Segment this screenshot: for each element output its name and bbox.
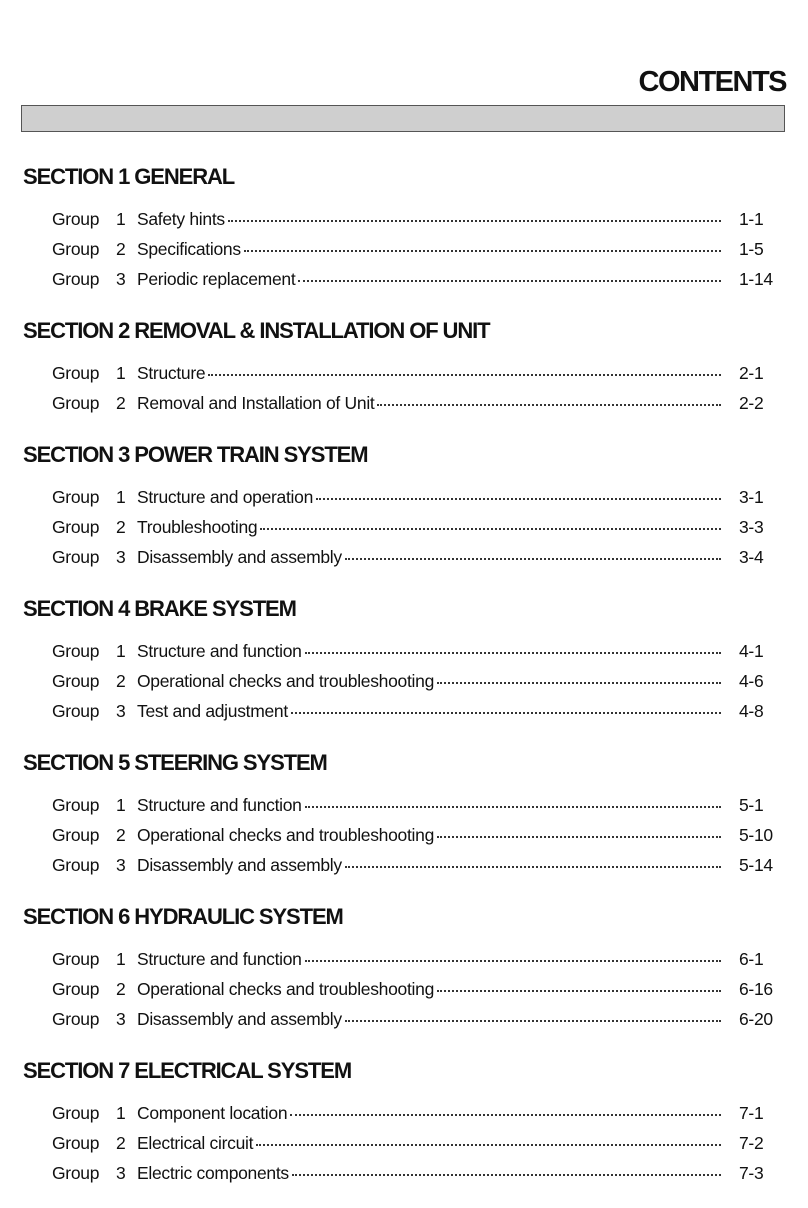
toc-entry[interactable]: [0, 234, 808, 264]
entry-title: Structure and function: [137, 949, 302, 969]
entry-group-label: Group: [52, 1133, 100, 1153]
entry-page-number: 5-1: [739, 795, 764, 815]
toc-entry[interactable]: [0, 1158, 808, 1188]
entry-title: Operational checks and troubleshooting: [137, 979, 434, 999]
entry-group-number: 2: [116, 825, 126, 845]
toc-entry[interactable]: [0, 388, 808, 418]
entry-title-leader: [137, 696, 727, 726]
toc-entry[interactable]: [0, 358, 808, 388]
section-heading[interactable]: SECTION 5 STEERING SYSTEM: [23, 750, 327, 775]
entry-group-label: Group: [52, 979, 100, 999]
entry-title-leader: [137, 1098, 727, 1128]
entry-group-label: Group: [52, 671, 100, 691]
entry-group-number: 1: [116, 949, 126, 969]
entry-title: Troubleshooting: [137, 517, 258, 537]
section-heading[interactable]: SECTION 7 ELECTRICAL SYSTEM: [23, 1058, 352, 1083]
toc-entry[interactable]: [0, 1004, 808, 1034]
entry-group-label: Group: [52, 949, 100, 969]
dot-leader: [377, 404, 721, 406]
entry-title-leader: [137, 512, 727, 542]
toc-entry[interactable]: [0, 1098, 808, 1128]
entry-page-number: 6-16: [739, 979, 773, 999]
entry-group-label: Group: [52, 487, 100, 507]
section-heading[interactable]: SECTION 1 GENERAL: [23, 164, 235, 189]
toc-section: [0, 592, 808, 726]
entry-group-number: 1: [116, 209, 126, 229]
entry-title: Component location: [137, 1103, 288, 1123]
dot-leader: [345, 866, 721, 868]
dot-leader: [437, 990, 721, 992]
entry-group-number: 1: [116, 487, 126, 507]
dot-leader: [208, 374, 721, 376]
toc-entry[interactable]: [0, 1128, 808, 1158]
entry-page-number: 2-1: [739, 363, 764, 383]
entry-page-number: 3-1: [739, 487, 764, 507]
section-heading[interactable]: SECTION 6 HYDRAULIC SYSTEM: [23, 904, 343, 929]
toc-entry[interactable]: [0, 850, 808, 880]
entry-page-number: 5-10: [739, 825, 773, 845]
toc-entry[interactable]: [0, 636, 808, 666]
toc-section: [0, 900, 808, 1034]
toc-entry[interactable]: [0, 666, 808, 696]
toc-entry[interactable]: [0, 204, 808, 234]
entry-title-leader: [137, 1158, 727, 1188]
entry-page-number: 3-3: [739, 517, 764, 537]
entry-group-number: 3: [116, 1163, 126, 1183]
entry-title-leader: [137, 264, 727, 294]
entry-title: Disassembly and assembly: [137, 855, 342, 875]
dot-leader: [244, 250, 721, 252]
entry-title: Specifications: [137, 239, 241, 259]
entry-page-number: 5-14: [739, 855, 773, 875]
entry-title: Structure and operation: [137, 487, 313, 507]
entry-group-label: Group: [52, 701, 100, 721]
entry-title-leader: [137, 666, 727, 696]
entry-title: Operational checks and troubleshooting: [137, 671, 434, 691]
entry-group-label: Group: [52, 825, 100, 845]
entry-group-label: Group: [52, 393, 100, 413]
entry-page-number: 1-1: [739, 209, 764, 229]
entry-title-leader: [137, 944, 727, 974]
entry-title-leader: [137, 974, 727, 1004]
entry-group-number: 1: [116, 1103, 126, 1123]
dot-leader: [437, 836, 721, 838]
entry-title: Safety hints: [137, 209, 225, 229]
entry-group-label: Group: [52, 795, 100, 815]
entry-group-label: Group: [52, 1163, 100, 1183]
toc-entry[interactable]: [0, 944, 808, 974]
entry-group-label: Group: [52, 1009, 100, 1029]
toc-entry[interactable]: [0, 264, 808, 294]
toc-section: [0, 1054, 808, 1188]
page-title: CONTENTS: [638, 66, 786, 98]
dot-leader: [305, 960, 721, 962]
entry-page-number: 3-4: [739, 547, 764, 567]
table-of-contents: [0, 160, 808, 1208]
dot-leader: [291, 712, 721, 714]
entry-title: Operational checks and troubleshooting: [137, 825, 434, 845]
entry-group-number: 3: [116, 269, 126, 289]
entry-title-leader: [137, 1128, 727, 1158]
entry-title: Test and adjustment: [137, 701, 288, 721]
entry-group-number: 2: [116, 517, 126, 537]
entry-group-number: 3: [116, 547, 126, 567]
entry-page-number: 1-14: [739, 269, 773, 289]
toc-entry[interactable]: [0, 820, 808, 850]
entry-group-number: 2: [116, 239, 126, 259]
toc-entry[interactable]: [0, 512, 808, 542]
entry-group-number: 3: [116, 1009, 126, 1029]
dot-leader: [290, 1114, 721, 1116]
dot-leader: [305, 806, 721, 808]
toc-section: [0, 746, 808, 880]
entry-title: Removal and Installation of Unit: [137, 393, 375, 413]
entry-title-leader: [137, 850, 727, 880]
entry-group-number: 2: [116, 393, 126, 413]
entry-page-number: 4-6: [739, 671, 764, 691]
entry-page-number: 7-3: [739, 1163, 764, 1183]
entry-group-number: 2: [116, 1133, 126, 1153]
entry-title-leader: [137, 204, 727, 234]
title-bar: [21, 105, 785, 132]
entry-page-number: 1-5: [739, 239, 764, 259]
entry-page-number: 6-1: [739, 949, 764, 969]
dot-leader: [256, 1144, 721, 1146]
entry-title: Structure: [137, 363, 206, 383]
toc-section: [0, 160, 808, 294]
entry-page-number: 6-20: [739, 1009, 773, 1029]
dot-leader: [305, 652, 721, 654]
entry-group-label: Group: [52, 1103, 100, 1123]
dot-leader: [228, 220, 721, 222]
entry-group-number: 2: [116, 671, 126, 691]
toc-entry[interactable]: [0, 696, 808, 726]
entry-page-number: 4-1: [739, 641, 764, 661]
entry-group-number: 1: [116, 641, 126, 661]
entry-group-number: 1: [116, 363, 126, 383]
toc-section: [0, 438, 808, 572]
entry-title: Electrical circuit: [137, 1133, 254, 1153]
entry-group-label: Group: [52, 239, 100, 259]
entry-title-leader: [137, 482, 727, 512]
entry-title: Structure and function: [137, 795, 302, 815]
entry-page-number: 2-2: [739, 393, 764, 413]
toc-section: [0, 314, 808, 418]
entry-title-leader: [137, 790, 727, 820]
entry-title: Structure and function: [137, 641, 302, 661]
dot-leader: [260, 528, 721, 530]
toc-entry[interactable]: [0, 482, 808, 512]
toc-entry[interactable]: [0, 790, 808, 820]
entry-title-leader: [137, 820, 727, 850]
entry-title-leader: [137, 636, 727, 666]
entry-group-number: 2: [116, 979, 126, 999]
entry-title-leader: [137, 542, 727, 572]
toc-entry[interactable]: [0, 974, 808, 1004]
section-heading[interactable]: SECTION 2 REMOVAL & INSTALLATION OF UNIT: [23, 318, 490, 343]
entry-group-number: 3: [116, 855, 126, 875]
entry-title-leader: [137, 234, 727, 264]
entry-title: Electric components: [137, 1163, 289, 1183]
entry-title: Periodic replacement: [137, 269, 296, 289]
entry-title-leader: [137, 388, 727, 418]
entry-group-label: Group: [52, 363, 100, 383]
entry-group-label: Group: [52, 855, 100, 875]
entry-page-number: 7-2: [739, 1133, 764, 1153]
entry-group-label: Group: [52, 547, 100, 567]
section-heading[interactable]: SECTION 4 BRAKE SYSTEM: [23, 596, 296, 621]
entry-group-label: Group: [52, 209, 100, 229]
entry-title: Disassembly and assembly: [137, 1009, 342, 1029]
entry-group-label: Group: [52, 269, 100, 289]
entry-title: Disassembly and assembly: [137, 547, 342, 567]
dot-leader: [298, 280, 721, 282]
entry-title-leader: [137, 358, 727, 388]
entry-group-number: 3: [116, 701, 126, 721]
dot-leader: [345, 1020, 721, 1022]
dot-leader: [292, 1174, 721, 1176]
entry-page-number: 7-1: [739, 1103, 764, 1123]
entry-page-number: 4-8: [739, 701, 764, 721]
entry-title-leader: [137, 1004, 727, 1034]
entry-group-label: Group: [52, 517, 100, 537]
entry-group-label: Group: [52, 641, 100, 661]
section-heading[interactable]: SECTION 3 POWER TRAIN SYSTEM: [23, 442, 368, 467]
dot-leader: [345, 558, 721, 560]
toc-entry[interactable]: [0, 542, 808, 572]
entry-group-number: 1: [116, 795, 126, 815]
dot-leader: [316, 498, 721, 500]
dot-leader: [437, 682, 721, 684]
